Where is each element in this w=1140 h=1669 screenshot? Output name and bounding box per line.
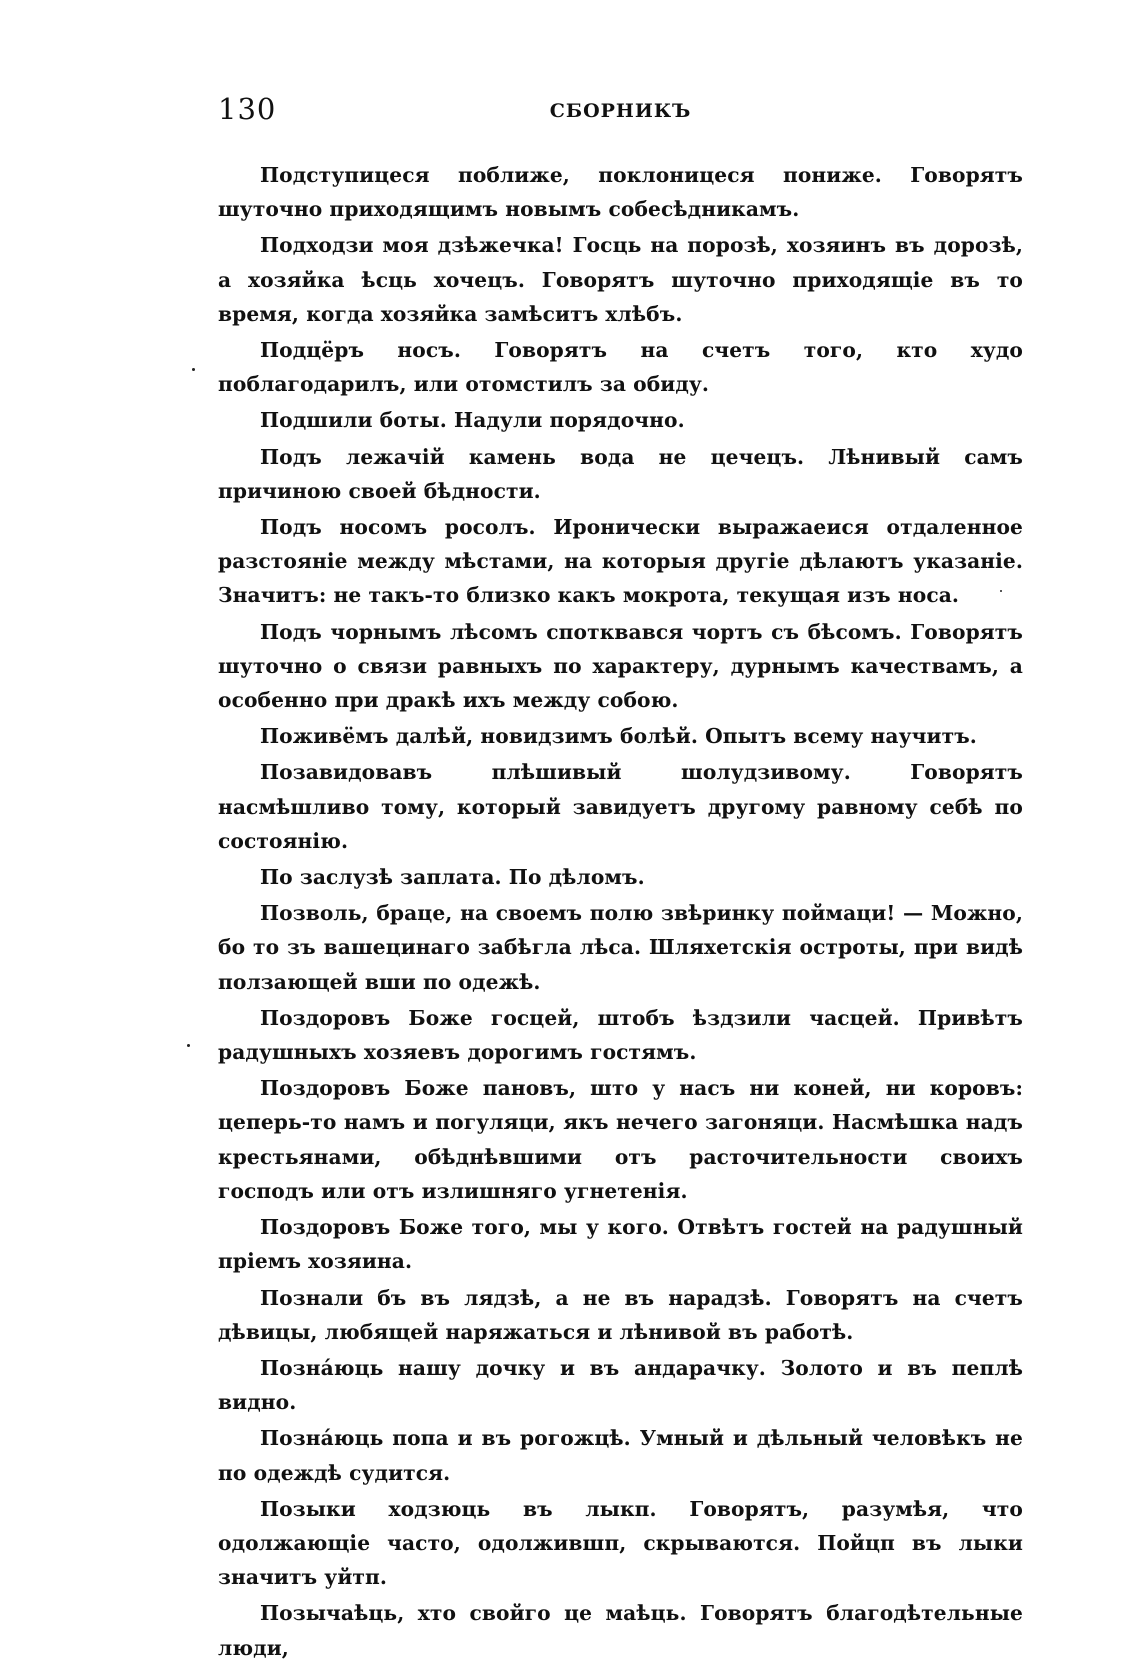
proverb-entry: Поживёмъ далѣй, новидзимъ болѣй. Опытъ всему научитъ. <box>260 724 977 749</box>
proverb-entry: Познáюць попа и въ рогожцѣ. Умный и дѣльный человѣкъ не по одеждѣ судится. <box>218 1426 1023 1485</box>
proverb-entry: Подъ лежачій камень вода не цечецъ. Лѣнивый самъ причиною своей бѣдности. <box>218 444 1023 503</box>
proverb-entry: Подступицеся поближе, поклоницеся пониже. Говорятъ шуточно приходящимъ новымъ собесѣдникамъ. <box>218 163 1023 222</box>
proverb-entry: Позволь, браце, на своемъ полю звѣринку поймаци! — Можно, бо то зъ вашецинаго забѣгла лѣса. Шляхетскія остроты, при видѣ ползающей вши по одежѣ. <box>218 901 1023 994</box>
proverb-entry: Познали бъ въ лядзѣ, а не въ нарадзѣ. Говорятъ на счетъ дѣвицы, любящей наряжаться и лѣнивой въ работѣ. <box>218 1285 1023 1344</box>
print-speck <box>192 368 195 371</box>
proverb-entry: Поздоровъ Боже того, мы у кого. Отвѣтъ гостей на радушный пріемъ хозяина. <box>218 1215 1023 1274</box>
proverb-entry: Поздоровъ Боже госцей, штобъ ѣздзили часцей. Привѣтъ радушныхъ хозяевъ дорогимъ гостямъ. <box>218 1005 1023 1065</box>
proverb-entry: Познáюць нашу дочку и въ андарачку. Золото и въ пеплѣ видно. <box>218 1355 1023 1415</box>
proverb-entry: Позавидовавъ плѣшивый шолудзивому. Говорятъ насмѣшливо тому, который завидуетъ другому равному себѣ по состоянію. <box>218 760 1023 853</box>
page-body <box>218 158 1023 1667</box>
print-speck <box>187 1044 190 1047</box>
proverb-entry: Подъ носомъ росолъ. Иронически выражаеися отдаленное разстояніе между мѣстами, на которыя другіе дѣлаютъ указаніе. Значитъ: не такъ-то близко какъ мокрота, текущая изъ носа. <box>218 515 1023 608</box>
page-header <box>218 92 1023 132</box>
print-speck <box>1000 590 1002 592</box>
proverb-entry: Подъ чорнымъ лѣсомъ спотквався чортъ съ бѣсомъ. Говорятъ шуточно о связи равныхъ по характеру, дурнымъ качествамъ, а особенно при дракѣ ихъ между собою. <box>218 619 1023 713</box>
proverb-entry: Позычаѣць, хто свойго це маѣць. Говорятъ благодѣтельные люди, <box>218 1601 1023 1660</box>
proverb-entry: Позыки ходзюць въ лыкп. Говорятъ, разумѣя, что одолжающіе часто, одолжившп, скрываются. Пойцп въ лыки значитъ уйтп. <box>218 1496 1023 1590</box>
proverb-entry: Подходзи моя дзѣжечка! Госць на порозѣ, хозяинъ въ дорозѣ, а хозяйка ѣсць хочецъ. Говорятъ шуточно приходящіе въ то время, когда хозяйка замѣситъ хлѣбъ. <box>218 233 1023 326</box>
proverb-entry: Подшили боты. Надули порядочно. <box>260 408 685 433</box>
proverb-entry: Подцёръ носъ. Говорятъ на счетъ того, кто худо поблагодарилъ, или отомстилъ за обиду. <box>218 338 1023 397</box>
page-number: 130 <box>218 92 277 126</box>
running-head: СБОРНИКЪ <box>549 100 692 122</box>
proverb-entry: Поздоровъ Боже пановъ, што у насъ ни коней, ни коровъ: цеперь-то намъ и погуляци, якъ нечего загоняци. Насмѣшка надъ крестьянами, обѣднѣвшими отъ расточительности своихъ господъ или отъ излишняго угнетенія. <box>218 1076 1023 1203</box>
proverb-entry: По заслузѣ заплата. По дѣломъ. <box>260 865 645 890</box>
